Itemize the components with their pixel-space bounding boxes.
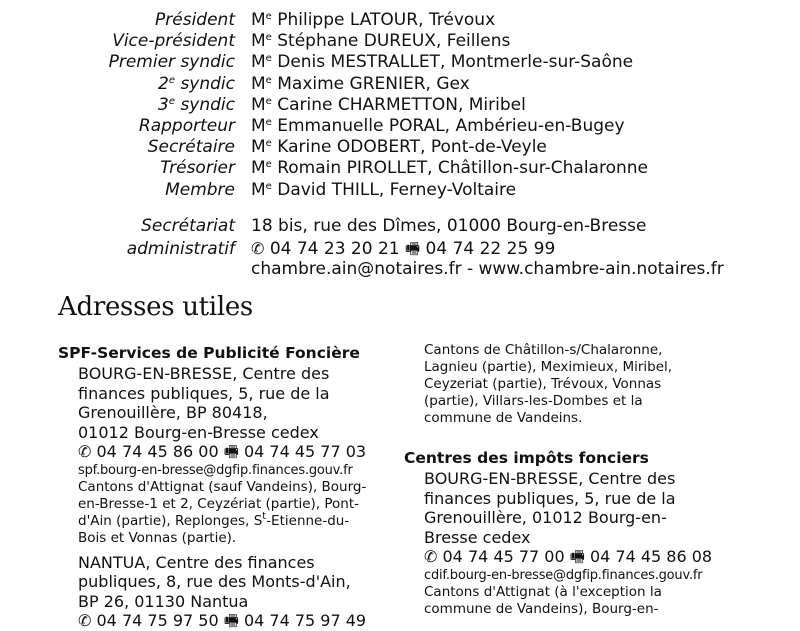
address-line: BP 26, 01130 Nantua: [78, 591, 249, 611]
fax-icon: 🖷: [405, 238, 421, 258]
phone-number: 04 74 45 77 00: [442, 547, 565, 566]
secretariat-label-2: administratif: [126, 238, 235, 259]
board-row-vice-president: [0, 31, 800, 52]
board-row-membre: [0, 180, 800, 201]
phone-icon: ✆: [424, 547, 438, 566]
cdif-block: [404, 469, 734, 618]
fax-icon: 🖷: [223, 442, 239, 461]
role-label: Président: [155, 10, 235, 30]
role-label: 3e syndic: [158, 94, 235, 115]
board-row-2e-syndic: [0, 74, 800, 95]
secretariat-address: 18 bis, rue des Dîmes, 01000 Bourg-en-Bresse: [251, 216, 647, 236]
role-label: Secrétaire: [147, 137, 235, 158]
fax-number: 04 74 45 86 08: [589, 547, 713, 566]
me-abbrev: Me: [251, 158, 272, 179]
me-abbrev: Me: [251, 137, 272, 158]
member-name: Karine ODOBERT, Pont-de-Veyle: [277, 137, 547, 158]
phone-icon: ✆: [78, 442, 92, 461]
spf-bourg-email[interactable]: spf.bourg-en-bresse@dgfip.finances.gouv.fr: [78, 462, 353, 478]
address-line: Bresse cedex: [424, 527, 531, 547]
role-label: Membre: [165, 179, 235, 200]
board-row-president: [0, 10, 800, 31]
phone-number: 04 74 75 97 50: [96, 611, 219, 630]
role-label: Rapporteur: [138, 115, 235, 136]
section-title: Adresses utiles: [58, 292, 253, 322]
address-line: Grenouillère, 01012 Bourg-en-: [424, 508, 667, 527]
cdif-email[interactable]: cdif.bourg-en-bresse@dgfip.finances.gouv.fr: [424, 567, 703, 583]
board-row-premier-syndic: [0, 52, 800, 73]
address-line: publiques, 8, rue des Monts-d'Ain,: [78, 572, 351, 591]
cantons-line: Cantons d'Attignat (sauf Vandeins), Bourg-: [78, 478, 367, 495]
role-label: Vice-président: [112, 31, 235, 52]
member-name: Carine CHARMETTON, Miribel: [277, 94, 526, 115]
phone-number: 04 74 45 86 00: [96, 442, 219, 461]
left-column: [58, 342, 388, 631]
role-label: 2e syndic: [158, 73, 235, 94]
phone-icon: ✆: [251, 238, 265, 258]
cantons-line: en-Bresse-1 et 2, Ceyzériat (partie), Pont-: [78, 495, 360, 512]
cantons-line: commune de Vandeins.: [424, 410, 583, 426]
secretariat-block: [0, 216, 800, 281]
address-line: finances publiques, 5, rue de la: [78, 383, 330, 403]
me-abbrev: Me: [251, 94, 272, 115]
address-line: Grenouillère, BP 80418,: [78, 403, 268, 422]
cantons-line: d'Ain (partie), Replonges, $S^t-Etienne-du-$: [78, 510, 350, 529]
me-abbrev: Me: [251, 31, 272, 52]
cantons-line: Lagnieu (partie), Meximieux, Miribel,: [424, 359, 673, 375]
board-row-secretaire: [0, 137, 800, 158]
fax-number: 04 74 45 77 03: [243, 442, 367, 461]
member-name: Emmanuelle PORAL, Ambérieu-en-Bugey: [277, 115, 625, 136]
board-row-rapporteur: [0, 116, 800, 137]
member-name: Philippe LATOUR, Trévoux: [277, 10, 496, 30]
right-column: [404, 342, 734, 618]
secretariat-phone: 04 74 23 20 21: [269, 238, 400, 259]
phone-icon: ✆: [78, 611, 92, 630]
address-line: BOURG-EN-BRESSE, Centre des: [424, 469, 676, 488]
member-name: Denis MESTRALLET, Montmerle-sur-Saône: [277, 52, 634, 73]
cdif-contact: [424, 547, 734, 567]
member-name: David THILL, Ferney-Voltaire: [277, 179, 517, 200]
member-name: Romain PIROLLET, Châtillon-sur-Chalaronne: [277, 158, 648, 179]
secretariat-web[interactable]: chambre.ain@notaires.fr - www.chambre-ain.notaires.fr: [251, 259, 724, 279]
board-row-3e-syndic: [0, 95, 800, 116]
fax-icon: 🖷: [223, 611, 239, 630]
spf-heading: SPF-Services de Publicité Foncière: [58, 344, 360, 362]
me-abbrev: Me: [251, 179, 272, 200]
spf-nantua-contact: [78, 611, 388, 631]
board-list: [0, 10, 800, 201]
cdif-heading: Centres des impôts fonciers: [404, 449, 649, 467]
address-line: NANTUA, Centre des finances: [78, 552, 315, 572]
right-cantons-block: [404, 342, 734, 427]
cantons-line: Ceyzeriat (partie), Trévoux, Vonnas: [424, 376, 662, 392]
cantons-line: commune de Vandeins), Bourg-en-: [424, 600, 659, 617]
me-abbrev: Me: [251, 52, 272, 73]
member-name: Stéphane DUREUX, Feillens: [277, 31, 511, 52]
me-abbrev: Me: [251, 73, 272, 94]
cantons-line: Cantons d'Attignat (à l'exception la: [424, 583, 662, 600]
role-label: Premier syndic: [108, 52, 235, 73]
secretariat-label: Secrétariat: [141, 216, 235, 236]
address-line: BOURG-EN-BRESSE, Centre des: [78, 364, 330, 383]
me-abbrev: Me: [251, 10, 272, 30]
fax-icon: 🖷: [569, 547, 585, 566]
address-line: 01012 Bourg-en-Bresse cedex: [78, 422, 319, 442]
spf-bourg-contact: [78, 442, 388, 462]
cantons-line: Cantons de Châtillon-s/Chalaronne,: [424, 342, 663, 358]
me-abbrev: Me: [251, 115, 272, 136]
fax-number: 04 74 75 97 49: [243, 611, 367, 630]
address-line: finances publiques, 5, rue de la: [424, 488, 676, 508]
cantons-line: Bois et Vonnas (partie).: [78, 529, 237, 546]
secretariat-fax: 04 74 22 25 99: [425, 238, 556, 259]
board-row-tresorier: [0, 158, 800, 179]
member-name: Maxime GRENIER, Gex: [277, 73, 470, 94]
role-label: Trésorier: [160, 158, 235, 179]
cantons-line: (partie), Villars-les-Dombes et la: [424, 393, 643, 409]
spf-bourg-block: [58, 364, 388, 631]
